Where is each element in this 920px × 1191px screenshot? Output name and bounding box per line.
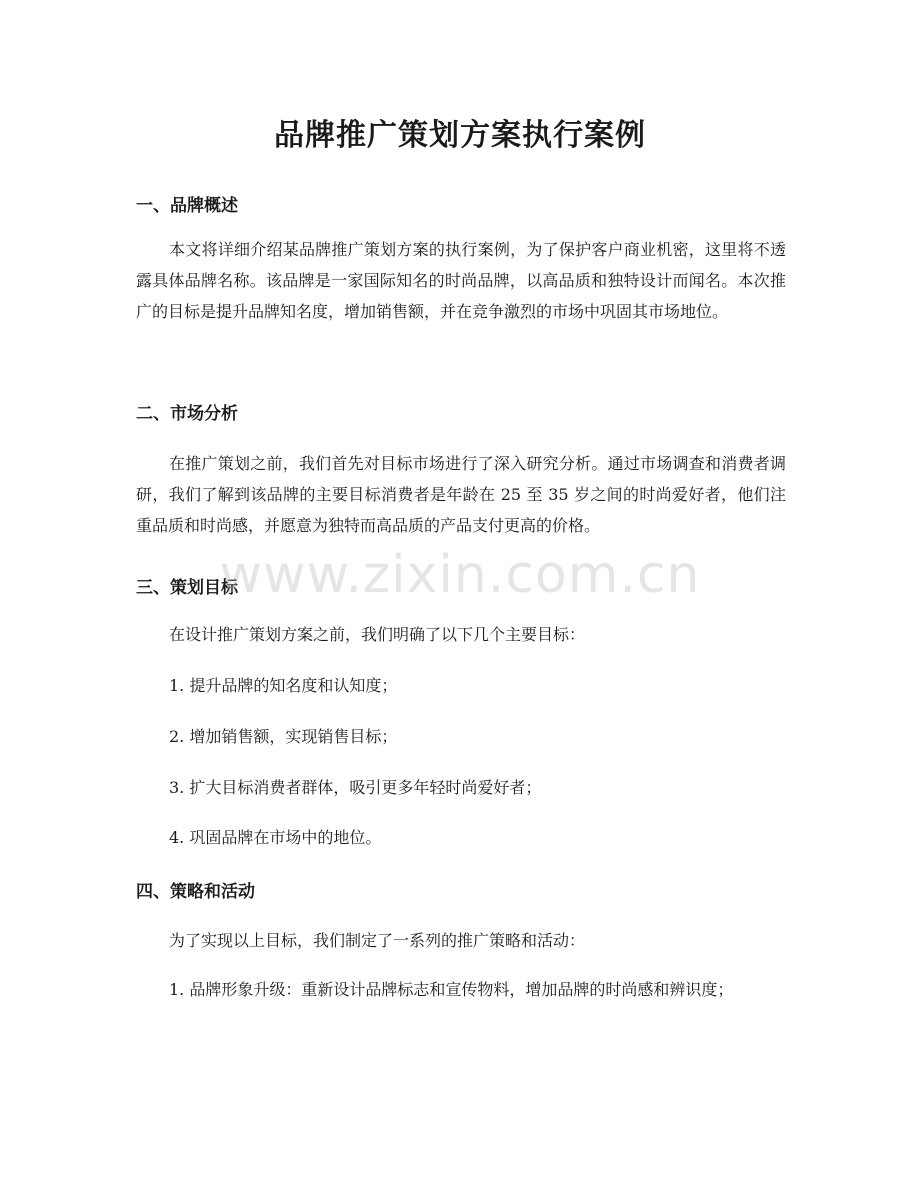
section-paragraph-strategy: 为了实现以上目标，我们制定了一系列的推广策略和活动： <box>169 931 586 950</box>
list-item: 2. 增加销售额，实现销售目标； <box>169 727 398 746</box>
document-title: 品牌推广策划方案执行案例 <box>274 118 646 153</box>
section-heading-goals: 三、策划目标 <box>136 578 238 598</box>
section-paragraph-overview: 本文将详细介绍某品牌推广策划方案的执行案例，为了保护客户商业机密，这里将不透露具体品牌名称。该品牌是一家国际知名的时尚品牌，以高品质和独特设计而闻名。本次推广的目标是提升品牌知名度，增加销售额，并在竞争激烈的市场中巩固其市场地位。 <box>136 240 786 321</box>
list-item: 4. 巩固品牌在市场中的地位。 <box>169 828 382 847</box>
section-heading-strategy: 四、策略和活动 <box>136 882 255 902</box>
watermark: www.zixin.com.cn <box>219 545 701 605</box>
section-paragraph-goals: 在设计推广策划方案之前，我们明确了以下几个主要目标： <box>169 625 586 644</box>
section-heading-market: 二、市场分析 <box>136 404 238 424</box>
section-heading-overview: 一、品牌概述 <box>136 196 238 216</box>
list-item: 1. 品牌形象升级：重新设计品牌标志和宣传物料，增加品牌的时尚感和辨识度； <box>169 980 734 999</box>
list-item: 1. 提升品牌的知名度和认知度； <box>169 676 398 695</box>
section-paragraph-market: 在推广策划之前，我们首先对目标市场进行了深入研究分析。通过市场调查和消费者调研，我们了解到该品牌的主要目标消费者是年龄在 25 至 35 岁之间的时尚爱好者，他们注重品质和时尚感，并愿意为独特而高品质的产品支付更高的价格。 <box>136 454 786 535</box>
list-item: 3. 扩大目标消费者群体，吸引更多年轻时尚爱好者； <box>169 778 542 797</box>
